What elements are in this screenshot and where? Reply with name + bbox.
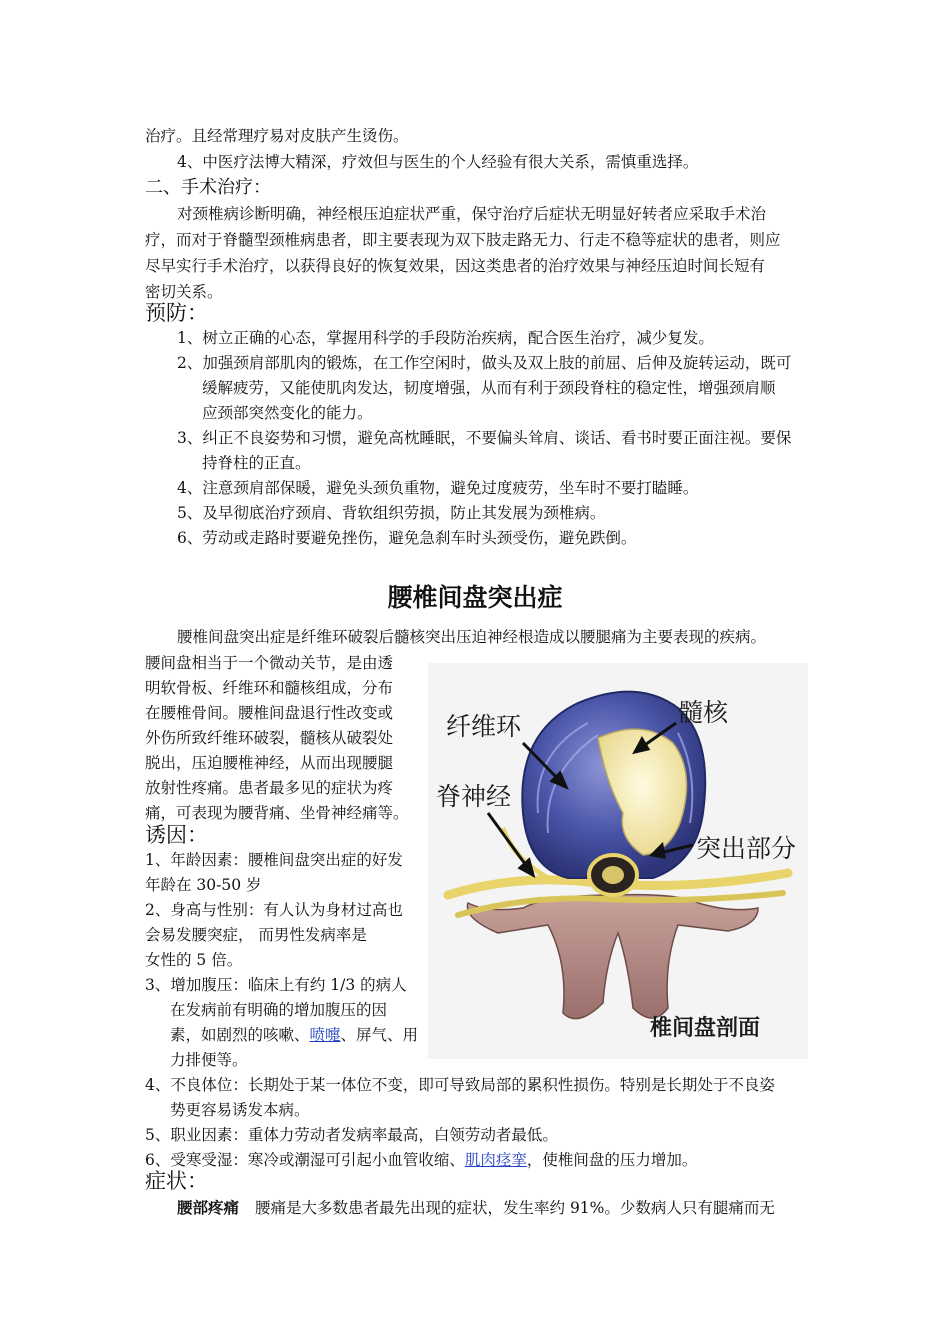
text-line: 2、身高与性别：有人认为身材过高也: [145, 901, 403, 919]
text-line: 4、注意颈肩部保暖，避免头颈负重物，避免过度疲劳，坐车时不要打瞌睡。: [177, 479, 699, 497]
text-line: 对颈椎病诊断明确，神经根压迫症状严重，保守治疗后症状无明显好转者应采取手术治: [177, 205, 767, 223]
text-span: 腰痛是大多数患者最先出现的症状，发生率约 91%。少数病人只有腿痛而无: [255, 1199, 775, 1217]
text-line: 力排便等。: [170, 1051, 248, 1069]
text-line: 腰椎间盘突出症是纤维环破裂后髓核突出压迫神经根造成以腰腿痛为主要表现的疾病。: [177, 628, 767, 646]
text-line: 势更容易诱发本病。: [170, 1101, 310, 1119]
label-protrusion: 突出部分: [696, 834, 797, 863]
text-span: ，使椎间盘的压力增加。: [526, 1151, 698, 1169]
text-line: 放射性疼痛。患者最多见的症状为疼: [145, 779, 394, 797]
sneeze-link[interactable]: 喷嚏: [309, 1026, 341, 1044]
text-line: 外伤所致纤维环破裂，髓核从破裂处: [145, 729, 394, 747]
text-line: 1、树立正确的心态，掌握用科学的手段防治疾病，配合医生治疗，减少复发。: [177, 329, 714, 347]
text-line: 明软骨板、纤维环和髓核组成，分布: [145, 679, 394, 697]
muscle-spasm-link[interactable]: 肌肉痉挛: [464, 1151, 527, 1169]
text-line: 持脊柱的正直。: [202, 454, 311, 472]
text-line: 会易发腰突症， 而男性发病率是: [145, 926, 367, 944]
symptoms-heading: 症状：: [145, 1169, 208, 1193]
text-line: 尽早实行手术治疗，以获得良好的恢复效果，因这类患者的治疗效果与神经压迫时间长短有: [145, 257, 766, 275]
text-line: [177, 1196, 775, 1220]
text-line: 痛，可表现为腰背痛、坐骨神经痛等。: [145, 804, 409, 822]
spinal-cord-shape: [602, 866, 624, 884]
symptom-bold-label: 腰部疼痛: [177, 1199, 240, 1217]
text-line: 密切关系。: [145, 283, 223, 301]
text-line: 应颈部突然变化的能力。: [202, 404, 373, 422]
label-fibrous-ring: 纤维环: [446, 712, 522, 741]
text-line: 腰间盘相当于一个微动关节，是由透: [145, 654, 394, 672]
text-line: [170, 1023, 418, 1047]
prevention-heading: 预防：: [145, 301, 208, 325]
text-line: 在发病前有明确的增加腹压的因: [170, 1001, 388, 1019]
section-title: 腰椎间盘突出症: [387, 583, 563, 612]
text-line: 脱出，压迫腰椎神经，从而出现腰腿: [145, 754, 394, 772]
text-line: 4、不良体位：长期处于某一体位不变，即可导致局部的累积性损伤。特别是长期处于不良姿: [145, 1076, 775, 1094]
text-line: 疗，而对于脊髓型颈椎病患者，即主要表现为双下肢走路无力、行走不稳等症状的患者，则应: [145, 231, 781, 249]
text-line: 1、年龄因素：腰椎间盘突出症的好发: [145, 851, 403, 869]
text-span: 素，如剧烈的咳嗽、: [170, 1026, 310, 1044]
label-spinal-nerve: 脊神经: [436, 782, 512, 811]
text-line: 在腰椎骨间。腰椎间盘退行性改变或: [145, 704, 394, 722]
text-span: 、屏气、用: [340, 1026, 419, 1044]
text-line: 3、增加腹压：临床上有约 1/3 的病人: [145, 976, 407, 994]
text-line: 2、加强颈肩部肌肉的锻炼，在工作空闲时，做头及双上肢的前屈、后伸及旋转运动，既可: [177, 354, 792, 372]
figure-caption: 椎间盘剖面: [650, 1016, 761, 1041]
text-line: 3、纠正不良姿势和习惯，避免高枕睡眠，不要偏头耸肩、谈话、看书时要正面注视。要保: [177, 429, 792, 447]
text-line: 4、中医疗法博大精深，疗效但与医生的个人经验有很大关系，需慎重选择。: [177, 153, 699, 171]
text-line: 6、劳动或走路时要避免挫伤，避免急刹车时头颈受伤，避免跌倒。: [177, 529, 637, 547]
disc-illustration: [428, 663, 808, 1059]
causes-heading: 诱因：: [145, 823, 208, 847]
text-line: 年龄在 30-50 岁: [145, 876, 262, 894]
text-span: 6、受寒受湿：寒冷或潮湿可引起小血管收缩、: [145, 1151, 465, 1169]
label-nucleus: 髓核: [678, 698, 729, 727]
text-line: 5、职业因素：重体力劳动者发病率最高，白领劳动者最低。: [145, 1126, 558, 1144]
text-line: 缓解疲劳，又能使肌肉发达，韧度增强，从而有利于颈段脊柱的稳定性，增强颈肩顺: [202, 379, 776, 397]
text-line: [145, 1148, 697, 1172]
surgery-heading: 二、手术治疗：: [145, 177, 271, 198]
text-line: 5、及早彻底治疗颈肩、背软组织劳损，防止其发展为颈椎病。: [177, 504, 606, 522]
text-line: 治疗。且经常理疗易对皮肤产生烫伤。: [145, 127, 409, 145]
disc-cross-section-figure: [428, 663, 808, 1059]
text-line: 女性的 5 倍。: [145, 951, 243, 969]
